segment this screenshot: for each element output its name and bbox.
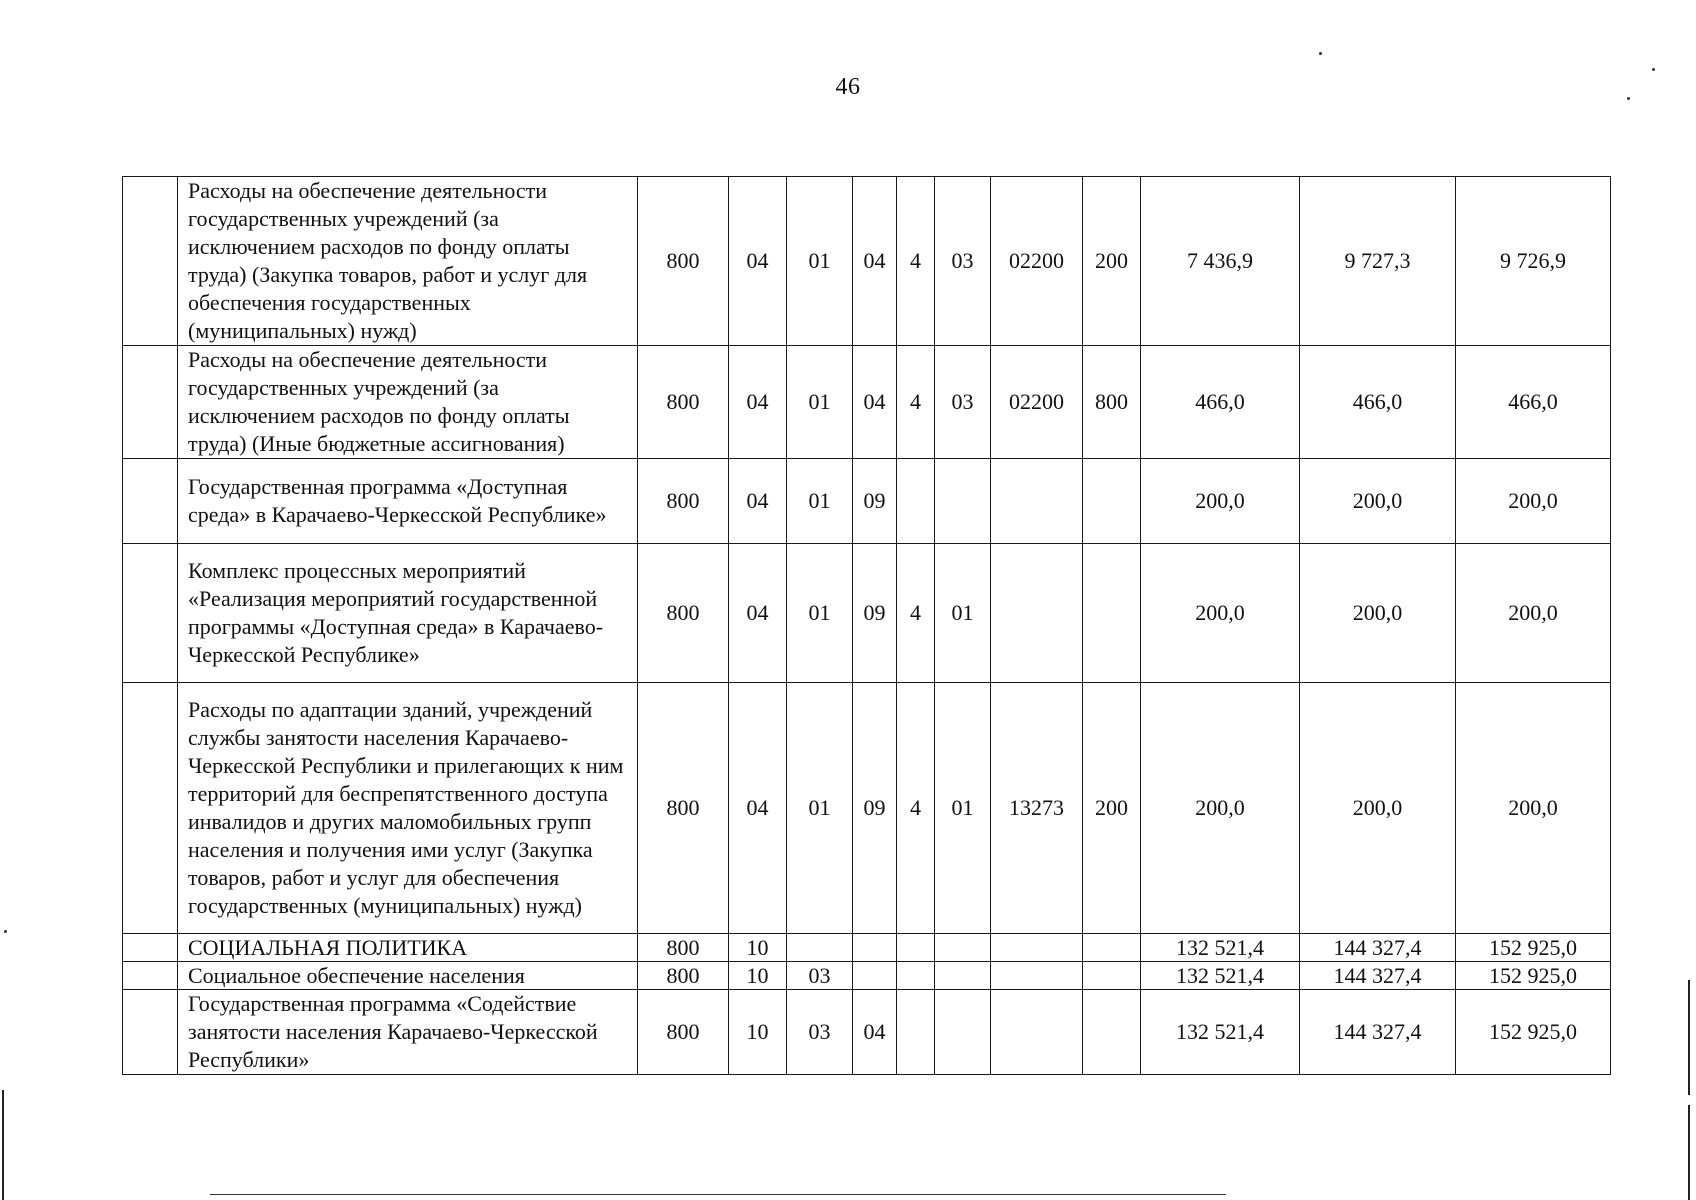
amount-2: 9 727,3 [1300, 177, 1456, 346]
row-number-cell [123, 962, 178, 990]
table-row [123, 177, 1611, 346]
code-cs2 [897, 962, 935, 990]
code-cs2: 4 [897, 683, 935, 934]
code-cs1 [853, 962, 897, 990]
amount-1: 132 521,4 [1141, 990, 1300, 1075]
code-cs3: 01 [935, 544, 991, 683]
row-name: Государственная программа «Доступная среда» в Карачаево-Черкесской Республике» [178, 459, 638, 544]
code-rz: 04 [729, 459, 787, 544]
code-cs1: 04 [853, 177, 897, 346]
code-cs2: 4 [897, 346, 935, 459]
row-number-cell [123, 683, 178, 934]
code-vr: 200 [1083, 683, 1141, 934]
code-cs3: 03 [935, 177, 991, 346]
row-name: Расходы по адаптации зданий, учреждений службы занятости населения Карачаево-Черкесской Республики и прилегающих к ним территорий для беспрепятственного доступа инвалидов и других маломобильных групп населения и получения ими услуг (Закупка товаров, работ и услуг для обеспечения государственных (муниципальных) нужд) [178, 683, 638, 934]
scan-edge-mark [2, 1090, 4, 1200]
code-cs1: 04 [853, 346, 897, 459]
code-vr: 800 [1083, 346, 1141, 459]
code-cs2: 4 [897, 544, 935, 683]
code-vr: 200 [1083, 177, 1141, 346]
code-vr [1083, 934, 1141, 962]
amount-3: 200,0 [1456, 544, 1611, 683]
amount-2: 466,0 [1300, 346, 1456, 459]
amount-2: 144 327,4 [1300, 990, 1456, 1075]
code-ved: 800 [638, 459, 729, 544]
code-ved: 800 [638, 683, 729, 934]
code-cs1: 09 [853, 544, 897, 683]
code-cs1: 09 [853, 683, 897, 934]
amount-1: 200,0 [1141, 683, 1300, 934]
code-pr: 01 [787, 177, 853, 346]
amount-1: 132 521,4 [1141, 934, 1300, 962]
row-name: Государственная программа «Содействие занятости населения Карачаево-Черкесской Республики» [178, 990, 638, 1075]
code-pr: 01 [787, 544, 853, 683]
amount-1: 200,0 [1141, 459, 1300, 544]
amount-3: 152 925,0 [1456, 934, 1611, 962]
row-number-cell [123, 177, 178, 346]
code-vr [1083, 544, 1141, 683]
amount-2: 200,0 [1300, 459, 1456, 544]
row-number-cell [123, 990, 178, 1075]
code-rz: 10 [729, 962, 787, 990]
code-cs3 [935, 459, 991, 544]
code-rz: 10 [729, 934, 787, 962]
code-cs4 [991, 934, 1083, 962]
code-cs2 [897, 934, 935, 962]
code-pr: 03 [787, 962, 853, 990]
code-pr: 03 [787, 990, 853, 1075]
table-row [123, 683, 1611, 934]
code-cs4: 02200 [991, 177, 1083, 346]
code-vr [1083, 459, 1141, 544]
amount-3: 152 925,0 [1456, 962, 1611, 990]
code-cs3 [935, 990, 991, 1075]
code-rz: 04 [729, 346, 787, 459]
code-cs3: 03 [935, 346, 991, 459]
code-ved: 800 [638, 934, 729, 962]
row-name: СОЦИАЛЬНАЯ ПОЛИТИКА [178, 934, 638, 962]
amount-1: 200,0 [1141, 544, 1300, 683]
scan-dot [1652, 68, 1655, 71]
code-cs1: 09 [853, 459, 897, 544]
scan-dot [4, 930, 7, 933]
code-cs4 [991, 962, 1083, 990]
code-cs4 [991, 544, 1083, 683]
code-pr: 01 [787, 683, 853, 934]
table-row [123, 346, 1611, 459]
amount-2: 200,0 [1300, 683, 1456, 934]
scan-edge-mark [1688, 980, 1690, 1095]
footer-rule [210, 1194, 1226, 1195]
row-name: Социальное обеспечение населения [178, 962, 638, 990]
amount-3: 200,0 [1456, 459, 1611, 544]
code-pr: 01 [787, 346, 853, 459]
code-cs2 [897, 990, 935, 1075]
budget-table [122, 176, 1611, 1075]
code-ved: 800 [638, 962, 729, 990]
page-number: 46 [835, 74, 861, 100]
row-number-cell [123, 544, 178, 683]
code-vr [1083, 962, 1141, 990]
scan-edge-mark [1688, 1105, 1690, 1200]
table-row [123, 934, 1611, 962]
table-row [123, 459, 1611, 544]
amount-1: 7 436,9 [1141, 177, 1300, 346]
table-row [123, 990, 1611, 1075]
code-vr [1083, 990, 1141, 1075]
scan-dot [1627, 97, 1630, 100]
code-cs3 [935, 934, 991, 962]
code-pr [787, 934, 853, 962]
amount-2: 144 327,4 [1300, 934, 1456, 962]
code-ved: 800 [638, 177, 729, 346]
code-cs1 [853, 934, 897, 962]
code-cs2: 4 [897, 177, 935, 346]
row-name: Расходы на обеспечение деятельности государственных учреждений (за исключением расходов по фонду оплаты труда) (Иные бюджетные ассигнования) [178, 346, 638, 459]
row-name: Комплекс процессных мероприятий «Реализация мероприятий государственной программы «Доступная среда» в Карачаево-Черкесской Республике» [178, 544, 638, 683]
row-number-cell [123, 346, 178, 459]
amount-2: 200,0 [1300, 544, 1456, 683]
code-rz: 04 [729, 683, 787, 934]
code-ved: 800 [638, 544, 729, 683]
code-cs4 [991, 990, 1083, 1075]
code-rz: 04 [729, 177, 787, 346]
code-pr: 01 [787, 459, 853, 544]
amount-1: 132 521,4 [1141, 962, 1300, 990]
row-number-cell [123, 934, 178, 962]
code-cs1: 04 [853, 990, 897, 1075]
code-cs4 [991, 459, 1083, 544]
amount-3: 152 925,0 [1456, 990, 1611, 1075]
amount-2: 144 327,4 [1300, 962, 1456, 990]
code-cs3 [935, 962, 991, 990]
amount-3: 9 726,9 [1456, 177, 1611, 346]
amount-1: 466,0 [1141, 346, 1300, 459]
code-cs2 [897, 459, 935, 544]
code-rz: 10 [729, 990, 787, 1075]
code-ved: 800 [638, 990, 729, 1075]
amount-3: 466,0 [1456, 346, 1611, 459]
code-cs4: 13273 [991, 683, 1083, 934]
row-number-cell [123, 459, 178, 544]
code-ved: 800 [638, 346, 729, 459]
row-name: Расходы на обеспечение деятельности государственных учреждений (за исключением расходов по фонду оплаты труда) (Закупка товаров, работ и услуг для обеспечения государственных (муниципальных) нужд) [178, 177, 638, 346]
amount-3: 200,0 [1456, 683, 1611, 934]
table-row [123, 962, 1611, 990]
code-cs3: 01 [935, 683, 991, 934]
table-row [123, 544, 1611, 683]
scan-dot [1319, 52, 1322, 55]
code-cs4: 02200 [991, 346, 1083, 459]
code-rz: 04 [729, 544, 787, 683]
